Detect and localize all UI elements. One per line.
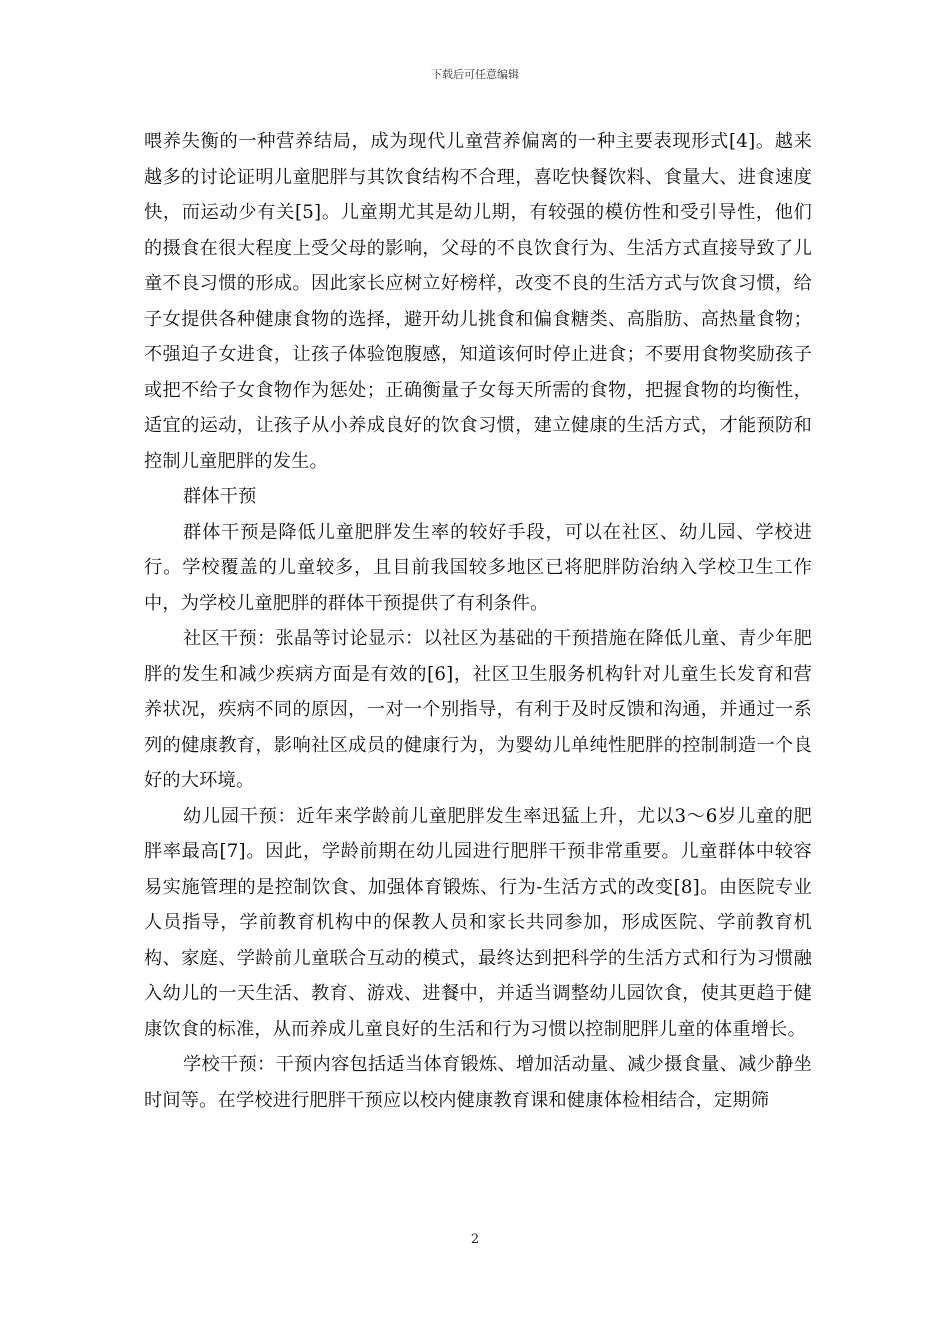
section-heading-group-intervention: 群体干预 <box>183 486 257 507</box>
paragraph-kindergarten-intervention: 幼儿园干预：近年来学龄前儿童肥胖发生率迅猛上升，尤以3～6岁儿童的肥胖率最高[7]。因此，学龄前期在幼儿园进行肥胖干预非常重要。儿童群体中较容易实施管理的是控制饮食、加强体育锻炼、行为-生活方式的改变[8]。由医院专业人员指导，学前教育机构中的保教人员和家长共同参加，形成医院、学前教育机构、家庭、学龄前儿童联合互动的模式，最终达到把科学的生活方式和行为习惯融入幼儿的一天生活、教育、游戏、进餐中，并适当调整幼儿园饮食，使其更趋于健康饮食的标准，从而养成儿童良好的生活和行为习惯以控制肥胖儿童的体重增长。 <box>144 805 812 1040</box>
paragraph-community-intervention: 社区干预：张晶等讨论显示：以社区为基础的干预措施在降低儿童、青少年肥胖的发生和减少疾病方面是有效的[6]，社区卫生服务机构针对儿童生长发育和营养状况，疾病不同的原因，一对一个别指导，有利于及时反馈和沟通，并通过一系列的健康教育，影响社区成员的健康行为，为婴幼儿单纯性肥胖的控制制造一个良好的大环境。 <box>144 628 812 791</box>
paragraph-school-intervention: 学校干预：干预内容包括适当体育锻炼、增加活动量、减少摄食量、减少静坐时间等。在学校进行肥胖干预应以校内健康教育课和健康体检相结合，定期筛 <box>144 1054 812 1111</box>
document-body <box>144 124 812 1118</box>
page-header: 下载后可任意编辑 <box>431 68 519 81</box>
paragraph-group-intervention: 群体干预是降低儿童肥胖发生率的较好手段，可以在社区、幼儿园、学校进行。学校覆盖的儿童较多，且目前我国较多地区已将肥胖防治纳入学校卫生工作中，为学校儿童肥胖的群体干预提供了有利条件。 <box>144 521 812 614</box>
page-number: 2 <box>470 1232 480 1247</box>
paragraph-feeding-imbalance: 喂养失衡的一种营养结局，成为现代儿童营养偏离的一种主要表现形式[4]。越来越多的讨论证明儿童肥胖与其饮食结构不合理，喜吃快餐饮料、食量大、进食速度快，而运动少有关[5]。儿童期尤其是幼儿期，有较强的模仿性和受引导性，他们的摄食在很大程度上受父母的影响，父母的不良饮食行为、生活方式直接导致了儿童不良习惯的形成。因此家长应树立好榜样，改变不良的生活方式与饮食习惯，给子女提供各种健康食物的选择，避开幼儿挑食和偏食糖类、高脂肪、高热量食物；不强迫子女进食，让孩子体验饱腹感，知道该何时停止进食；不要用食物奖励孩子或把不给子女食物作为惩处；正确衡量子女每天所需的食物，把握食物的均衡性，适宜的运动，让孩子从小养成良好的饮食习惯，建立健康的生活方式，才能预防和控制儿童肥胖的发生。 <box>144 131 812 472</box>
